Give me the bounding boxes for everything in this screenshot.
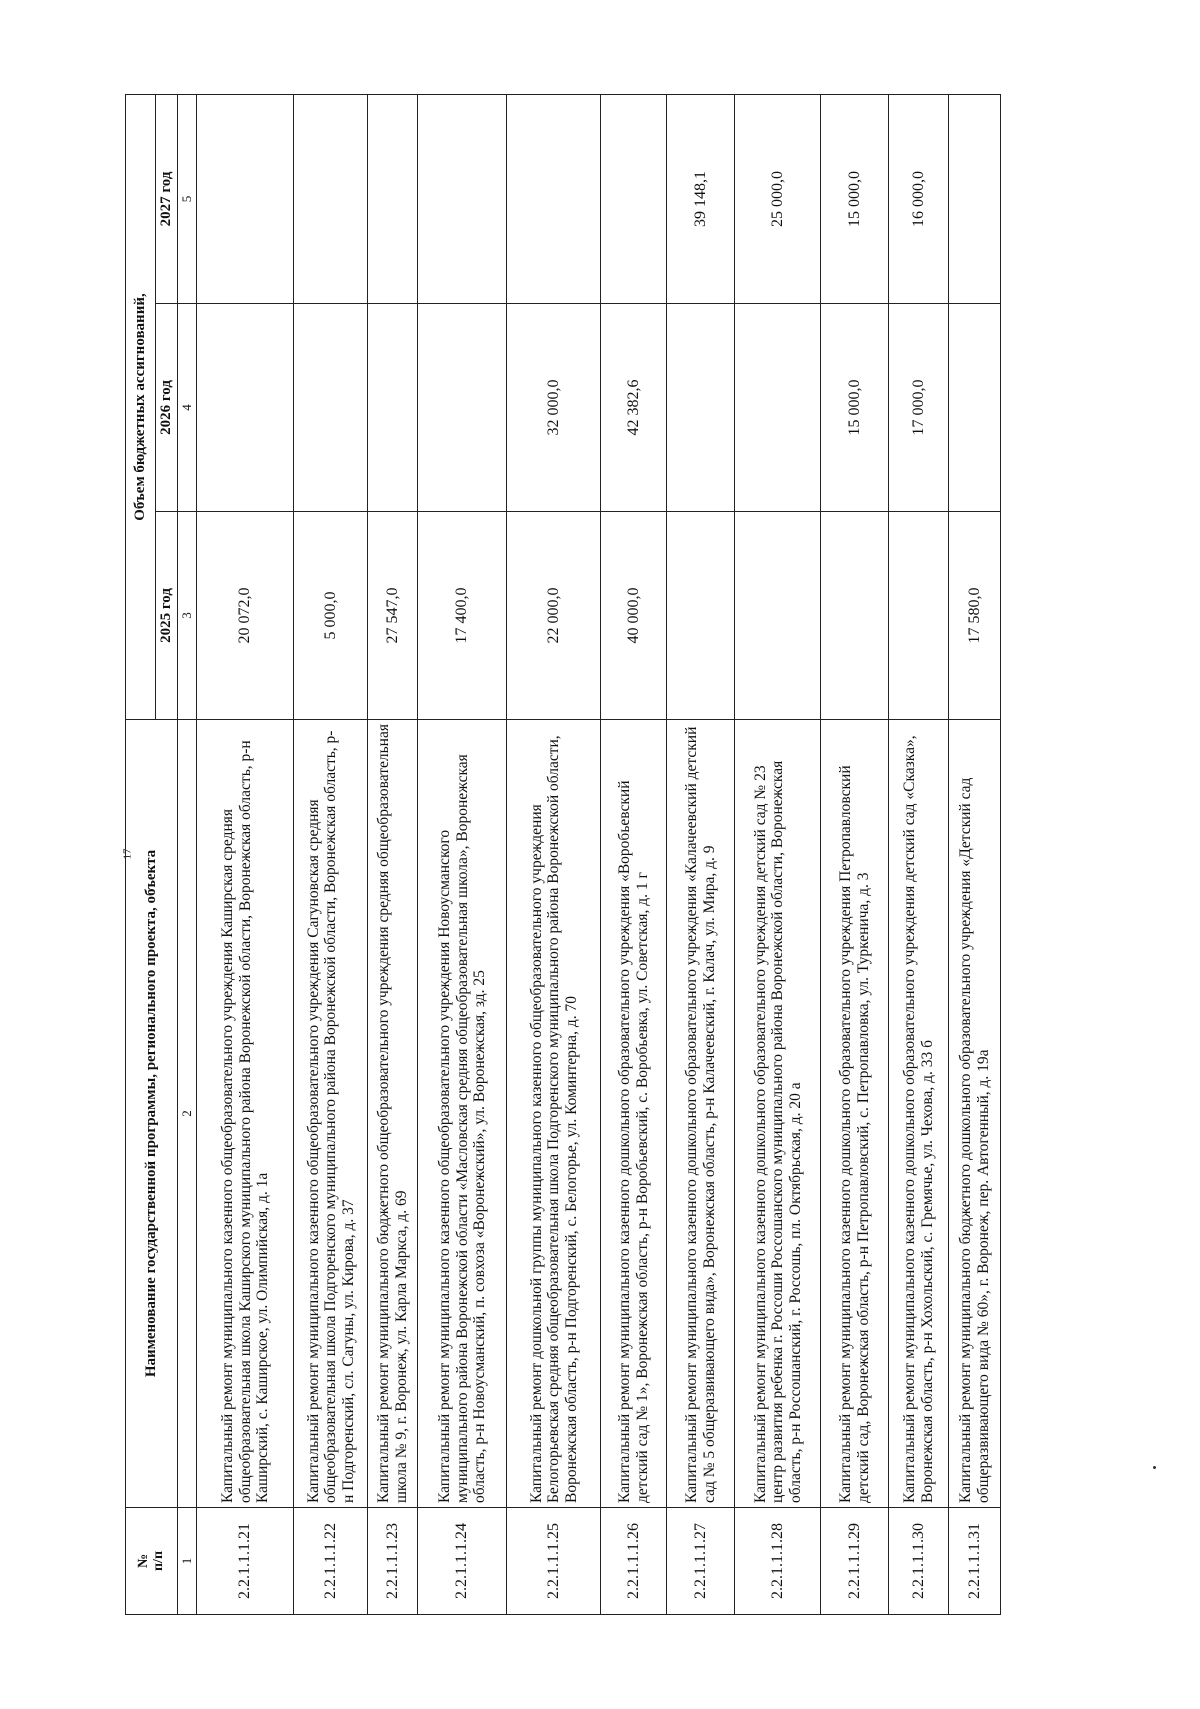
row-value-2027: 16 000,0 (889, 95, 949, 304)
row-value-2026 (368, 304, 418, 512)
table-row (197, 95, 294, 1615)
table-row (294, 95, 368, 1615)
row-value-2025: 17 400,0 (418, 512, 507, 720)
col-number-4: 4 (177, 304, 197, 512)
header-year-2026: 2026 год (156, 304, 178, 512)
row-value-2026: 42 382,6 (601, 304, 667, 512)
row-value-2027 (507, 95, 601, 304)
table-row (418, 95, 507, 1615)
row-value-2025: 17 580,0 (949, 512, 1001, 720)
row-value-2025: 27 547,0 (368, 512, 418, 720)
row-name: Капитальный ремонт муниципального бюджетного дошкольного образовательного учреждения «Детский сад общеразвивающего вида № 60», г. Воронеж, пер. Автогенный, д. 19а (949, 720, 1001, 1508)
row-value-2027 (601, 95, 667, 304)
col-number-3: 3 (177, 512, 197, 720)
row-name: Капитальный ремонт муниципального казенного общеобразовательного учреждения Каширская средняя общеобразовательная школа Каширского муниципального района Воронежской области, Воронежская область, р-н Каширский, с. Каширское, ул. Олимпийская, д. 1а (197, 720, 294, 1508)
col-number-1: 1 (177, 1508, 197, 1615)
row-value-2027 (294, 95, 368, 304)
row-value-2026 (418, 304, 507, 512)
row-name: Капитальный ремонт муниципального казенного дошкольного образовательного учреждения «Калачеевский детский сад № 5 общеразвивающего вида», Воронежская область, р-н Калачеевский, г. Калач, ул. Мира, д. 9 (667, 720, 735, 1508)
row-id: 2.2.1.1.1.24 (418, 1508, 507, 1615)
row-value-2027 (197, 95, 294, 304)
row-value-2026 (667, 304, 735, 512)
row-value-2027 (418, 95, 507, 304)
row-value-2025: 40 000,0 (601, 512, 667, 720)
budget-table (125, 94, 1001, 1615)
row-value-2025: 22 000,0 (507, 512, 601, 720)
row-name: Капитальный ремонт муниципального казенного дошкольного образовательного учреждения «Воробьевский детский сад № 1», Воронежская область, р-н Воробьевский, с. Воробьевка, ул. Советская, д. 1 г (601, 720, 667, 1508)
row-value-2027: 25 000,0 (735, 95, 821, 304)
row-value-2027: 39 148,1 (667, 95, 735, 304)
table-row (368, 95, 418, 1615)
table-row (949, 95, 1001, 1615)
table-row (667, 95, 735, 1615)
row-value-2026: 32 000,0 (507, 304, 601, 512)
row-value-2025: 20 072,0 (197, 512, 294, 720)
header-year-2027: 2027 год (156, 95, 178, 304)
row-value-2025 (735, 512, 821, 720)
table-row (735, 95, 821, 1615)
row-id: 2.2.1.1.1.31 (949, 1508, 1001, 1615)
row-name: Капитальный ремонт муниципального казенного дошкольного образовательного учреждения детский сад № 23 центр развития ребенка г. Россоши Россошанского муниципального района Воронежской области, Воронежская область, р-н Россошанский, г. Россошь, пл. Октябрьская, д. 20 а (735, 720, 821, 1508)
col-number-5: 5 (177, 95, 197, 304)
table-row (507, 95, 601, 1615)
row-id: 2.2.1.1.1.26 (601, 1508, 667, 1615)
row-value-2027 (949, 95, 1001, 304)
scan-speck (1153, 1466, 1156, 1469)
row-value-2026 (949, 304, 1001, 512)
row-value-2026 (735, 304, 821, 512)
row-id: 2.2.1.1.1.21 (197, 1508, 294, 1615)
row-id: 2.2.1.1.1.29 (821, 1508, 889, 1615)
row-value-2025 (889, 512, 949, 720)
row-value-2026: 17 000,0 (889, 304, 949, 512)
row-value-2025: 5 000,0 (294, 512, 368, 720)
row-value-2025 (667, 512, 735, 720)
row-name: Капитальный ремонт муниципального бюджетного общеобразовательного учреждения средняя общеобразовательная школа № 9, г. Воронеж, ул. Карла Маркса, д. 69 (368, 720, 418, 1508)
header-num: № п/п (126, 1508, 178, 1615)
row-name: Капитальный ремонт муниципального казенного общеобразовательного учреждения Новоусманского муниципального района Воронежской области «Масловская средняя общеобразовательная школа», Воронежская область, р-н Новоусманский, п. совхоза «Воронежский», ул. Воронежская, зд. 25 (418, 720, 507, 1508)
row-id: 2.2.1.1.1.23 (368, 1508, 418, 1615)
row-name: Капитальный ремонт муниципального казенного общеобразовательного учреждения Сагуновская средняя общеобразовательная школа Подгоренского муниципального района Воронежской области, Воронежская область, р-н Подгоренский, сл. Сагуны, ул. Кирова, д. 37 (294, 720, 368, 1508)
row-name: Капитальный ремонт муниципального казенного дошкольного образовательного учреждения Петропавловский детский сад, Воронежская область, р-н Петропавловский, с. Петропавловка, ул. Туркенича, д. 3 (821, 720, 889, 1508)
row-value-2026: 15 000,0 (821, 304, 889, 512)
row-id: 2.2.1.1.1.28 (735, 1508, 821, 1615)
header-year-2025: 2025 год (156, 512, 178, 720)
header-volume: Объем бюджетных ассигнований, (126, 95, 156, 720)
rotated-table-container (125, 95, 992, 1615)
row-value-2027: 15 000,0 (821, 95, 889, 304)
row-name: Капитальный ремонт дошкольной группы муниципального казенного общеобразовательного учреждения Белогорьевская средняя общеобразовательная школа Подгоренского муниципального района Воронежской области, Воронежская область, р-н Подгоренский, с. Белогорье, ул. Коминтерна, д. 70 (507, 720, 601, 1508)
row-id: 2.2.1.1.1.25 (507, 1508, 601, 1615)
table-row (821, 95, 889, 1615)
row-value-2026 (197, 304, 294, 512)
page-number: 17 (121, 848, 134, 860)
row-id: 2.2.1.1.1.30 (889, 1508, 949, 1615)
row-name: Капитальный ремонт муниципального казенного дошкольного образовательного учреждения детский сад «Сказка», Воронежская область, р-н Хохольский, с. Гремячье, ул. Чехова, д. 33 б (889, 720, 949, 1508)
row-id: 2.2.1.1.1.27 (667, 1508, 735, 1615)
row-value-2026 (294, 304, 368, 512)
table-row (889, 95, 949, 1615)
row-value-2025 (821, 512, 889, 720)
table-row (601, 95, 667, 1615)
header-name: Наименование государственной программы, регионального проекта, объекта (126, 720, 178, 1508)
row-id: 2.2.1.1.1.22 (294, 1508, 368, 1615)
row-value-2027 (368, 95, 418, 304)
col-number-2: 2 (177, 720, 197, 1508)
